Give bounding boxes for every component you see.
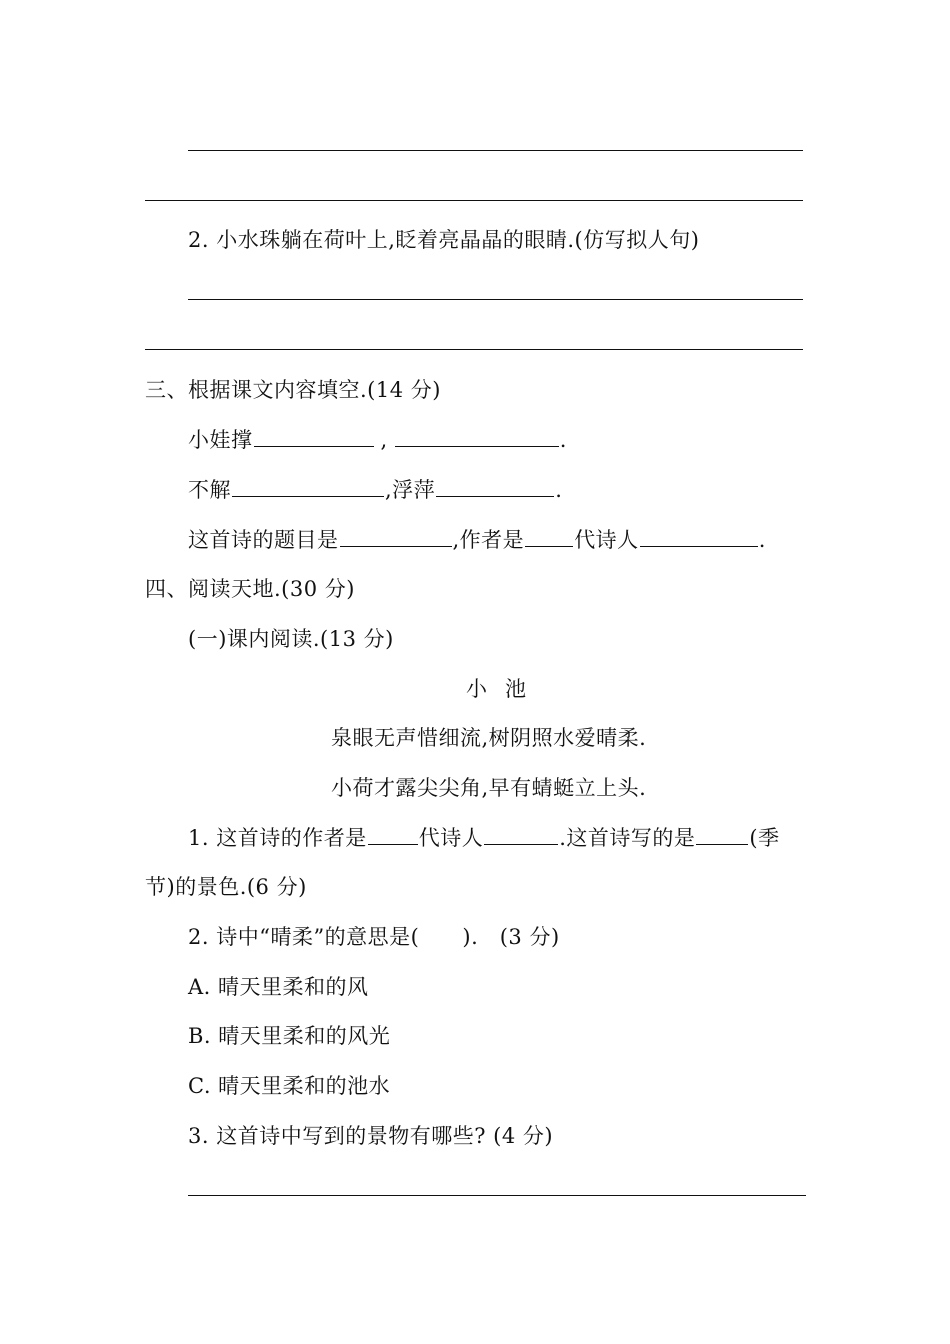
section-heading-reading: 四、阅读天地.(30 分) — [145, 577, 355, 601]
fill-line-3 — [188, 526, 766, 554]
blank-field[interactable] — [232, 476, 384, 497]
question-text: 代诗人 — [418, 826, 484, 850]
option-a[interactable]: A. 晴天里柔和的风 — [188, 975, 369, 999]
blank-field[interactable] — [395, 426, 559, 447]
fill-line-1 — [188, 426, 567, 454]
question-3: 3. 这首诗中写到的景物有哪些? (4 分) — [188, 1124, 554, 1148]
question-1-continued: 节)的景色.(6 分) — [145, 875, 307, 899]
question-rewrite-personification: 2. 小水珠躺在荷叶上,眨着亮晶晶的眼睛.(仿写拟人句) — [188, 228, 700, 252]
blank-field[interactable] — [340, 526, 452, 547]
poem-line: 泉眼无声惜细流,树阴照水爱晴柔. — [331, 726, 647, 750]
question-text: .这首诗写的是 — [559, 826, 696, 850]
fill-text: . — [758, 528, 766, 552]
blank-field[interactable] — [696, 824, 748, 845]
fill-text: ,浮萍 — [385, 478, 436, 502]
fill-text: ,作者是 — [452, 528, 525, 552]
blank-field[interactable] — [525, 526, 573, 547]
answer-line[interactable] — [188, 299, 803, 300]
answer-line[interactable] — [145, 349, 803, 350]
blank-field[interactable] — [436, 476, 554, 497]
option-c[interactable]: C. 晴天里柔和的池水 — [188, 1074, 391, 1098]
poem-line: 小荷才露尖尖角,早有蜻蜓立上头. — [331, 776, 647, 800]
blank-field[interactable] — [254, 426, 374, 447]
fill-line-2 — [188, 476, 562, 504]
poem-title: 小池 — [466, 677, 544, 701]
answer-line[interactable] — [188, 150, 803, 151]
fill-text: 代诗人 — [574, 528, 639, 552]
question-text: (季 — [749, 826, 780, 850]
subsection-heading: (一)课内阅读.(13 分) — [188, 627, 394, 651]
option-b[interactable]: B. 晴天里柔和的风光 — [188, 1024, 391, 1048]
fill-text: 不解 — [188, 478, 231, 502]
fill-text: 这首诗的题目是 — [188, 528, 339, 552]
question-1 — [188, 824, 780, 852]
fill-text: , — [380, 428, 388, 452]
fill-text: . — [559, 428, 567, 452]
blank-field[interactable] — [484, 824, 558, 845]
answer-line[interactable] — [188, 1195, 806, 1196]
fill-text: . — [555, 478, 563, 502]
section-heading-fill-in: 三、根据课文内容填空.(14 分) — [145, 378, 441, 402]
blank-field[interactable] — [368, 824, 418, 845]
question-2: 2. 诗中“晴柔”的意思是( ). (3 分) — [188, 925, 560, 949]
question-text: 1. 这首诗的作者是 — [188, 826, 367, 850]
fill-text: 小娃撑 — [188, 428, 253, 452]
answer-line[interactable] — [145, 200, 803, 201]
blank-field[interactable] — [640, 526, 758, 547]
